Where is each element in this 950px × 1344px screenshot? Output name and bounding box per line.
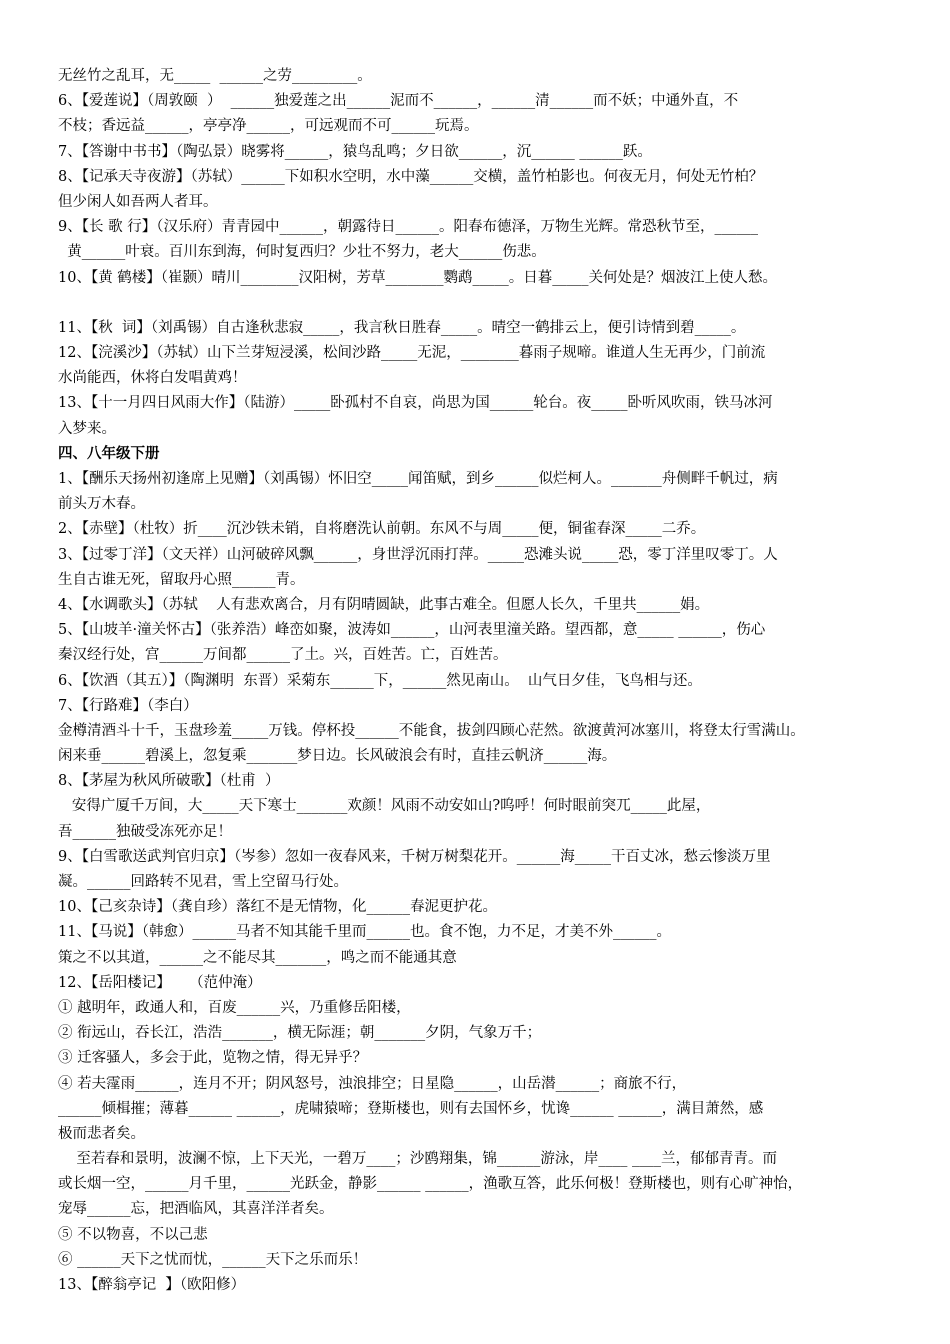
text-line: ⑤ 不以物喜，不以己悲 [58,1226,208,1243]
text-line: 3、【过零丁洋】（文天祥）山河破碎风飘______，身世浮沉雨打萍。_____恐滩头说_____恐，零丁洋里叹零丁。人 [58,546,778,563]
text-line: 水尚能西，休将白发唱黄鸡！ [58,370,247,387]
text-line: 入梦来。 [58,420,116,437]
text-line: 13、【醉翁亭记 】（欧阳修） [58,1277,246,1293]
text-line: 安得广厦千万间，大_____天下寒士_______欢颜！风雨不动安如山?呜呼！何时眼前突兀_____此屋， [58,798,711,815]
text-line: ③ 迁客骚人，多会于此，览物之情，得无异乎？ [58,1050,368,1067]
text-line: 策之不以其道，______之不能尽其_______，鸣之而不能通其意 [58,949,457,966]
text-line: ④ 若夫霪雨______，连月不开；阴风怒号，浊浪排空；日星隐______，山岳潜______；商旅不行， [58,1075,687,1092]
text-line: 8、【记承天寺夜游】（苏轼）______下如积水空明，水中藻______交横，盖竹柏影也。何夜无月，何处无竹柏？ [58,168,764,185]
text-line: 金樽清酒斗十千，玉盘珍羞_____万钱。停杯投______不能食，拔剑四顾心茫然。欲渡黄河冰塞川，将登太行雪满山。 [58,722,805,739]
text-line: 生自古谁无死，留取丹心照______青。 [58,571,305,588]
text-line: 9、【白雪歌送武判官归京】（岑参）忽如一夜春风来，千树万树梨花开。______海_____干百丈冰，愁云惨淡万里 [58,848,771,865]
text-line: 11、【马说】（韩愈）______马者不知其能千里而______也。食不饱，力不足，才美不外______。 [58,924,671,941]
text-line: 12、【浣溪沙】（苏轼）山下兰芽短浸溪，松间沙路_____无泥，________暮雨子规啼。谁道人生无再少，门前流 [58,345,766,362]
text-line: 8、【茅屋为秋风所破歌】（杜甫 ） [58,773,280,790]
text-line: ⑥ ______天下之忧而忧，______天下之乐而乐！ [58,1251,368,1268]
text-line: 6、【饮酒（其五）】（陶渊明 东晋）采菊东______下，______然见南山。 山气日夕佳，飞鸟相与还。 [58,672,702,689]
text-line: 不枝；香远益______，亭亭净______，可远观而不可______玩焉。 [58,118,479,135]
text-line: 7、【行路难】（李白） [58,697,198,714]
text-line: 4、【水调歌头】（苏轼 人有悲欢离合，月有阴晴圆缺，此事古难全。但愿人长久，千里共______娟。 [58,596,710,613]
text-line: ______倾楫摧；薄暮______ ______，虎啸猿啼；登斯楼也，则有去国怀乡，忧谗______ ______，满目萧然，感 [58,1100,764,1117]
text-line: 或长烟一空，______月千里，______光跃金，静影______ ______，渔歌互答，此乐何极！登斯楼也，则有心旷神怡， [58,1176,803,1193]
text-line: 10、【己亥杂诗】（龚自珍）落红不是无情物，化______春泥更护花。 [58,899,497,916]
text-line: 黄______叶衰。百川东到海，何时复西归？少壮不努力，老大______伤悲。 [58,244,546,261]
text-line: 5、【山坡羊·潼关怀古】（张养浩）峰峦如聚，波涛如______，山河表里潼关路。望西都，意_____ ______，伤心 [58,622,766,639]
text-line: 至若春和景明，波澜不惊，上下天光，一碧万____；沙鸥翔集，锦______游泳，岸____ ____兰，郁郁青青。而 [58,1151,778,1168]
text-line: 极而悲者矣。 [58,1125,145,1142]
text-line: 7、【答谢中书书】（陶弘景）晓雾将______，猿鸟乱鸣；夕日欲______，沉______ ______跃。 [58,143,652,160]
text-line: 秦汉经行处，宫______万间都______了土。兴，百姓苦。亡，百姓苦。 [58,647,508,664]
text-line: 闲来垂______碧溪上，忽复乘_______梦日边。长风破浪会有时，直挂云帆济______海。 [58,748,617,765]
text-line: 10、【黄 鹤楼】（崔颢）晴川________汉阳树，芳草________鹦鹉_____。日暮_____关何处是？烟波江上使人愁。 [58,269,778,286]
text-line: 前头万木春。 [58,496,145,513]
text-line: 12、【岳阳楼记】 （范仲淹） [58,974,262,991]
text-line: 无丝竹之乱耳，无_____ ______之劳_________。 [58,68,372,84]
text-line: 吾______独破受冻死亦足！ [58,823,232,840]
text-line: 1、【酬乐天扬州初逢席上见赠】（刘禹锡）怀旧空_____闻笛赋，到乡______似烂柯人。_______舟侧畔千帆过，病 [58,471,778,487]
text-line: 9、【长 歌 行】（汉乐府）青青园中______，朝露待日______。阳春布德泽，万物生光辉。常恐秋节至，______ [58,219,758,236]
blank-line [58,291,908,316]
text-line: 2、【赤壁】（杜牧）折____沉沙铁未销，自将磨洗认前朝。东风不与周_____便，铜雀春深_____二乔。 [58,521,706,538]
text-line: ① 越明年，政通人和，百废______兴，乃重修岳阳楼， [58,999,411,1016]
text-line: 但少闲人如吾两人者耳。 [58,193,218,210]
document-page [58,64,908,1323]
text-line: 凝。______回路转不见君，雪上空留马行处。 [58,874,348,890]
text-line: 宠辱______忘，把酒临风，其喜洋洋者矣。 [58,1201,334,1218]
text-line: 13、【十一月四日风雨大作】（陆游）_____卧孤村不自哀，尚思为国______轮台。夜_____卧听风吹雨，铁马冰河 [58,395,773,412]
text-line: 11、【秋 词】（刘禹锡）自古逢秋悲寂_____，我言秋日胜春_____。晴空一鹤排云上，便引诗情到碧_____。 [58,319,746,336]
text-line: 6、【爱莲说】（周敦颐 ） ______独爱莲之出______泥而不______，______清______而不妖；中通外直，不 [58,93,739,110]
text-line: ② 衔远山，吞长江，浩浩_______，横无际涯；朝_______夕阴，气象万千； [58,1025,542,1042]
text-line [58,1298,908,1323]
section-heading: 四、八年级下册 [58,445,160,462]
